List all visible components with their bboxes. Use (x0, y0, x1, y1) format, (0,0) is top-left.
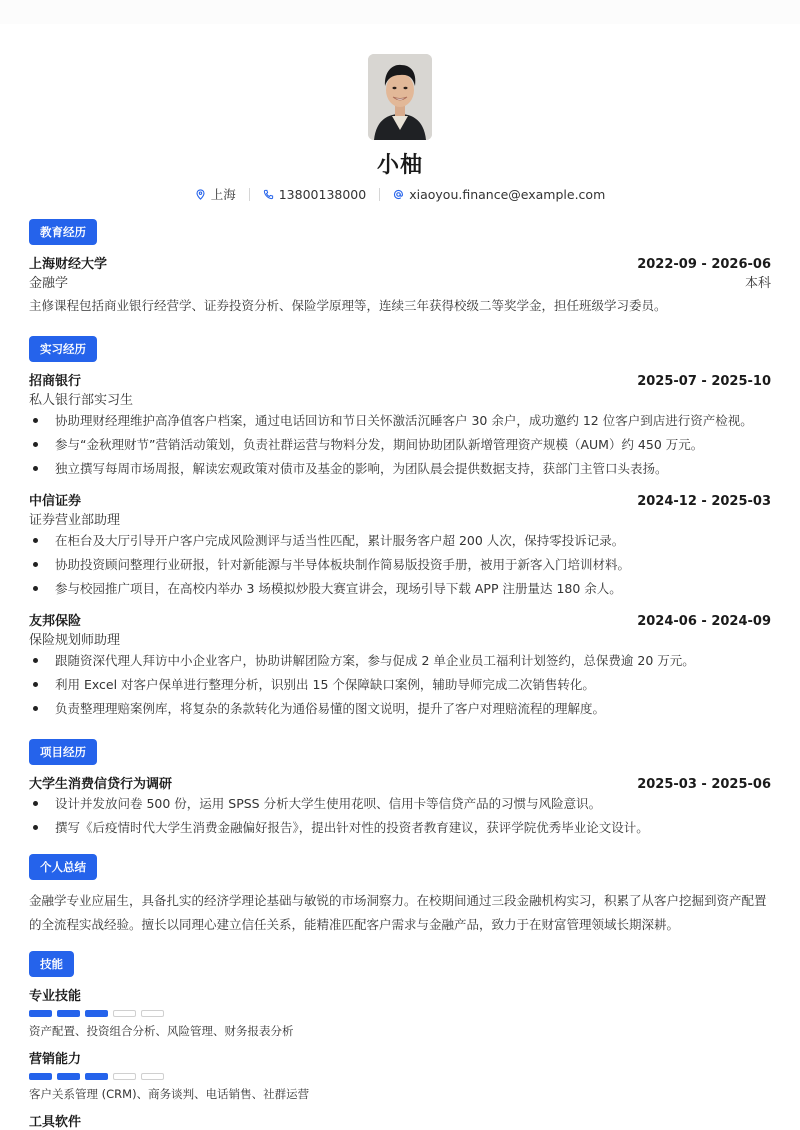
level-segment-empty (141, 1073, 164, 1080)
skill-name: 营销能力 (29, 1052, 82, 1067)
skill-level-bar (29, 1073, 771, 1080)
internship-header (29, 370, 771, 389)
internship-header (29, 610, 771, 629)
section-tag-summary: 个人总结 (29, 854, 97, 880)
bullet-list (29, 412, 771, 477)
bullet-item: 利用 Excel 对客户保单进行整理分析，识别出 15 个保障缺口案例，辅助导师完成二次销售转化。 (29, 676, 771, 693)
section-tag-internships: 实习经历 (29, 336, 97, 362)
section-tag-projects: 项目经历 (29, 739, 97, 765)
phone-icon (263, 189, 274, 200)
level-segment-empty (113, 1010, 136, 1017)
internship-header (29, 490, 771, 509)
level-segment-filled (85, 1073, 108, 1080)
project-header (29, 773, 771, 792)
level-segment-filled (29, 1010, 52, 1017)
bullet-item: 参与校园推广项目，在高校内举办 3 场模拟炒股大赛宣讲会，现场引导下载 APP 注册量达 180 余人。 (29, 580, 771, 597)
education-description: 主修课程包括商业银行经营学、证券投资分析、保险学原理等，连续三年获得校级二等奖学金，担任班级学习委员。 (29, 298, 667, 313)
internship-date: 2025-07 - 2025-10 (637, 374, 771, 389)
role (29, 629, 771, 648)
divider (379, 188, 380, 201)
bullet-list (29, 652, 771, 717)
section-summary (29, 854, 771, 937)
degree: 本科 (744, 276, 771, 291)
skill-item (29, 1048, 771, 1102)
divider (249, 188, 250, 201)
skill-item (29, 985, 771, 1039)
company-name: 招商银行 (29, 374, 82, 389)
portrait-photo (368, 54, 432, 140)
role-text: 私人银行部实习生 (29, 393, 134, 408)
role-text: 证券营业部助理 (29, 513, 121, 528)
section-internships (29, 336, 771, 717)
project-title: 大学生消费信贷行为调研 (29, 777, 173, 792)
bullet-item: 撰写《后疫情时代大学生消费金融偏好报告》，提出针对性的投资者教育建议，获评学院优秀毕业论文设计。 (29, 819, 771, 836)
company-name: 友邦保险 (29, 614, 82, 629)
bullet-list (29, 795, 771, 836)
location-text: 上海 (210, 187, 236, 202)
skill-description: 资产配置、投资组合分析、风险管理、财务报表分析 (29, 1024, 294, 1038)
level-segment-filled (85, 1010, 108, 1017)
role (29, 509, 771, 528)
project-entry (29, 773, 771, 836)
level-segment-filled (29, 1073, 52, 1080)
level-segment-empty (141, 1010, 164, 1017)
skill-name: 工具软件 (29, 1115, 82, 1130)
contact-email (393, 187, 605, 202)
education-date: 2022-09 - 2026-06 (637, 257, 771, 272)
level-segment-empty (113, 1073, 136, 1080)
level-segment-filled (57, 1073, 80, 1080)
bullet-item: 设计并发放问卷 500 份，运用 SPSS 分析大学生使用花呗、信用卡等信贷产品的习惯与风险意识。 (29, 795, 771, 812)
education-subheader (29, 272, 771, 291)
phone-text[interactable]: 13800138000 (278, 186, 367, 202)
section-tag-skills: 技能 (29, 951, 74, 977)
resume-content (29, 219, 771, 1130)
internship-date: 2024-06 - 2024-09 (637, 614, 771, 629)
internship-entry (29, 610, 771, 717)
resume-header (0, 54, 800, 203)
bullet-list (29, 532, 771, 597)
bullet-item: 负责整理理赔案例库，将复杂的条款转化为通俗易懂的图文说明，提升了客户对理赔流程的理解度。 (29, 700, 771, 717)
top-band (0, 0, 800, 24)
skill-item (29, 1111, 771, 1130)
role-text: 保险规划师助理 (29, 633, 121, 648)
internship-entry (29, 490, 771, 597)
education-header (29, 253, 771, 272)
internship-date: 2024-12 - 2025-03 (637, 494, 771, 509)
bullet-item: 在柜台及大厅引导开户客户完成风险测评与适当性匹配，累计服务客户超 200 人次，保持零投诉记录。 (29, 532, 771, 549)
bullet-item: 参与“金秋理财节”营销活动策划，负责社群运营与物料分发，期间协助团队新增管理资产规模（AUM）约 450 万元。 (29, 436, 771, 453)
email-text[interactable]: xiaoyou.finance@example.com (409, 186, 606, 202)
role (29, 389, 771, 408)
map-pin-icon (195, 189, 206, 200)
project-date: 2025-03 - 2025-06 (637, 777, 771, 792)
bullet-item: 独立撰写每周市场周报，解读宏观政策对债市及基金的影响，为团队晨会提供数据支持，获部门主管口头表扬。 (29, 460, 771, 477)
skill-level-bar (29, 1010, 771, 1017)
contact-phone (263, 187, 366, 202)
skill-description: 客户关系管理 (CRM)、商务谈判、电话销售、社群运营 (29, 1087, 310, 1101)
avatar (368, 54, 432, 140)
contact-location (195, 185, 236, 203)
section-tag-education: 教育经历 (29, 219, 97, 245)
major: 金融学 (29, 276, 69, 291)
bullet-item: 跟随资深代理人拜访中小企业客户，协助讲解团险方案，参与促成 2 单企业员工福利计划签约，总保费逾 20 万元。 (29, 652, 771, 669)
section-education (29, 219, 771, 318)
bullet-item: 协助理财经理维护高净值客户档案，通过电话回访和节日关怀激活沉睡客户 30 余户，成功邀约 12 位客户到店进行资产检视。 (29, 412, 771, 429)
section-projects (29, 739, 771, 836)
at-sign-icon (393, 189, 404, 200)
summary-text: 金融学专业应届生，具备扎实的经济学理论基础与敏锐的市场洞察力。在校期间通过三段金融机构实习，积累了从客户挖掘到资产配置的全流程实战经验。擅长以同理心建立信任关系，能精准匹配客户需求与金融产品，致力于在财富管理领域长期深耕。 (29, 893, 767, 932)
school-name: 上海财经大学 (29, 257, 108, 272)
level-segment-filled (57, 1010, 80, 1017)
section-skills (29, 951, 771, 1130)
company-name: 中信证券 (29, 494, 82, 509)
candidate-name: 小柚 (376, 153, 423, 178)
internship-entry (29, 370, 771, 477)
contact-info (0, 185, 800, 203)
bullet-item: 协助投资顾问整理行业研报，针对新能源与半导体板块制作简易版投资手册，被用于新客入门培训材料。 (29, 556, 771, 573)
skill-name: 专业技能 (29, 989, 82, 1004)
